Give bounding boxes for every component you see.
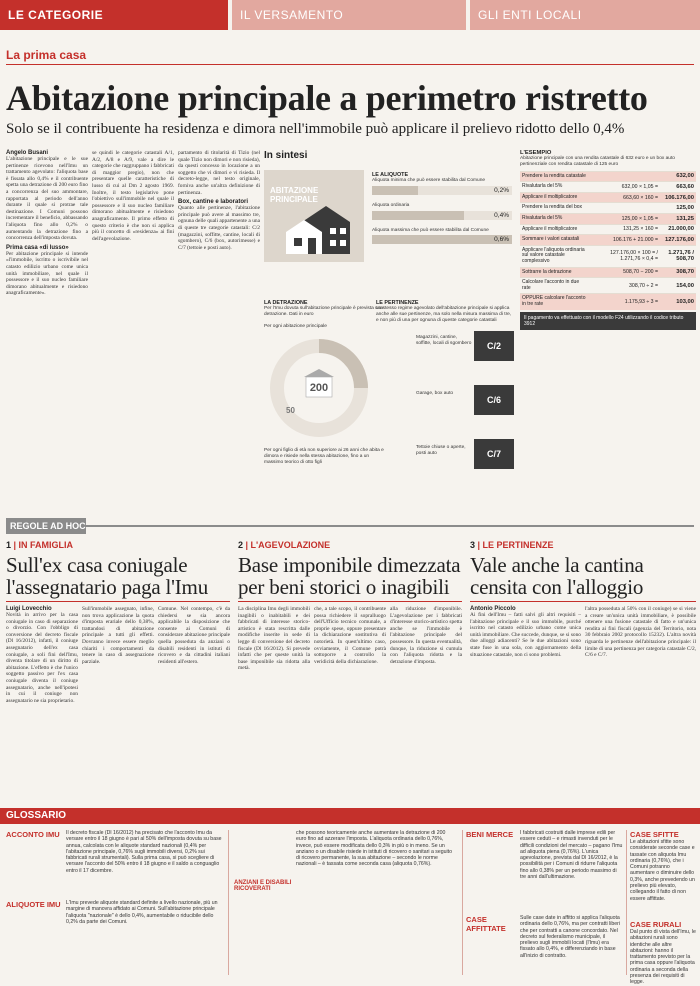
example-row-label: Applicare il moltiplicatore	[522, 193, 578, 200]
article-text: Quanto alle pertinenze, l'abitazione principale può avere al massimo tre, ognuna delle quali appartenente a una di queste tre categorie catastali: C/2 (magazzini, soffitte, cantine, locali di sgombero), C/6 (box, autorimesse) e C/7 (tettoie e posti auto).	[178, 205, 260, 251]
divider	[462, 830, 463, 975]
aliquota-value: 0,2%	[494, 186, 509, 194]
example-row	[520, 224, 696, 235]
example-row-result: 106.176,00	[664, 194, 694, 201]
aliquota-bar	[372, 211, 512, 220]
example-row-calc: 308,70 ÷ 2 =	[629, 282, 658, 289]
article-subheading: Box, cantine e laboratori	[178, 199, 249, 206]
category-label: Garage, box auto	[416, 391, 454, 397]
example-row-label: Sommare i valori catastali	[522, 236, 580, 243]
example-row-label: Calcolare l'acconto in due rate	[522, 279, 580, 291]
tab-enti-locali[interactable]: GLI ENTI LOCALI	[470, 0, 700, 30]
box-byline: Antonio Piccolo	[470, 606, 516, 612]
section-banner: REGOLE AD HOC	[6, 518, 86, 534]
pertinenze-categories	[376, 329, 514, 499]
example-row-label: Prendere la rendita del box	[522, 204, 583, 211]
glossary-definition: Il decreto fiscale (Dl 16/2012) ha precisato che l'acconto Imu da versare entro il 18 giugno è pari al 50% dell'imposta dovuta su base annua, calcolata con le aliquote standard nazionali (0,4% per l'abitazione principale, 0,76% sugli immobili diversi, 0,2% sui fabbricati rurali strumentali). Sulla prima casa, si può scegliere di versare l'acconto del 50% entro il 18 giugno e il saldo a conguaglio entro il 17 dicembre.	[66, 830, 222, 874]
example-table	[520, 150, 696, 330]
summary-infographic	[264, 150, 514, 520]
article-subheading: Prima casa «di lusso»	[6, 244, 69, 251]
example-row-calc: 125,00 × 1,05 =	[621, 215, 658, 222]
glossary-term: CASE AFFITTATE	[466, 915, 506, 933]
example-subtitle: Abitazione principale con una rendita catastale di 632 euro e un box auto pertinenziale con rendita catastale di 125 euro	[520, 156, 675, 167]
box-text: l'altra posseduta al 50% con il coniuge) se si viene a creare un'unica unità immobiliare, è possibile ottenere una fusione catastale di fatto e un'unica rendita ai fini fiscali (agenzia del Territorio, nota 30 febbraio 2002 protocollo 15232). L'altra novità riguarda le pertinenze dell'abitazione principale: il limite di una pertinenza per categoria catastale C/2, C/6 e C/7.	[585, 606, 696, 659]
box-text: Ai fini dell'Imu – fatti salvi gli altri requisiti – l'abitazione principale e il suo immobile, purché iscritto nel catasto edilizio urbano come unica unità immobiliare. Che succede, dunque, se si sono due alloggi adiacenti? Se le due abitazioni sono state fuse in una sola, con aggiornamento della situazione catastale, non ci sono problemi.	[470, 612, 581, 658]
aliquota-fill	[372, 186, 418, 195]
example-row	[520, 171, 696, 182]
example-row	[520, 245, 696, 267]
aliquota-row	[372, 178, 512, 195]
example-row-calc: 131,25 × 160 =	[623, 226, 658, 233]
glossary-term: BENI MERCE	[466, 830, 514, 839]
divider	[86, 525, 694, 527]
glossary-term: CASE RURALI Dal punto di vista dell'Imu, le abitazioni rurali sono identiche alle altre abitazioni: hanno il trattamento previsto per la prima casa oppure l'aliquota ordinaria a seconda della presenza dei requisiti di legge.	[630, 920, 696, 986]
pertinenze-section	[376, 300, 514, 499]
glossary-term: ACCONTO IMU	[6, 830, 60, 839]
divider	[6, 64, 694, 65]
example-title: L'ESEMPIO	[520, 150, 552, 156]
aliquota-bar	[372, 186, 512, 195]
house-illustration	[264, 170, 364, 262]
article-text: se quindi le categorie catastali A/1, A/2, A/8 e A/9, vale a dire le categorie che raggruppano i fabbricati di maggior pregio), non che presentare quelle caratteristiche di lusso di cui al Dm 2 agosto 1969. Inoltre, il testo legislativo pone l'obiettivo sull'immobile nel quale il possessore e il suo nucleo familiare dimorano abitualmente e risiedono anagraficamente. Il primo effetto di questo criterio è che non si applica più il concetto di «residenza» ai fini dell'agevolazione.	[92, 150, 175, 242]
example-footnote: Il pagamento va effettuato con il modello F24 utilizzando il codice tributo 3912	[520, 312, 696, 330]
house-label: ABITAZIONE PRINCIPALE	[270, 186, 319, 204]
box-in-famiglia	[6, 540, 230, 704]
article-text: partamento di titolarità di Tizio (nel quale Tizio non dimori e non risieda), da questi concesso in locazione a un soggetto che vi dimori e vi risieda. Il decreto-legge, nel testo originale, forniva anche un'altra definizione di pertinenza.	[178, 150, 260, 196]
article-column-2	[92, 150, 174, 242]
box-byline: Luigi Lovecchio	[6, 606, 52, 612]
detrazione-note: Per ogni figlio di età non superiore ai 26 anni che abita e dimora e risiede nella stessa abitazione, fino a un massimo teorico di otto figli	[264, 448, 384, 465]
example-row-result: 154,00	[676, 282, 694, 289]
pertinenze-text: Lo stesso regime agevolato dell'abitazione principale si applica anche alle sue pertinenze, ma solo nella misura massima di tre, e non più di una per ognuna di queste categorie catastali	[376, 306, 512, 323]
glossary-definition: che possono teoricamente anche aumentare la detrazione di 200 euro fino ad azzerare l'imposta. L'aliquota ordinaria dello 0,76%, invece, può essere modificata dello 0,3% in più o in meno. Se un anziano o un disabile risiede in istituti di ricovero o sanitari a seguito di ricovero permanente, la sua abitazione – secondo le norme nazionali – è tassata come seconda casa (aliquota 0,76%).	[296, 830, 452, 868]
box-kicker: 3 | LE PERTINENZE	[470, 540, 554, 550]
example-row-calc: 508,70 − 200 =	[623, 269, 658, 276]
example-row	[520, 293, 696, 309]
example-row-result: 663,60	[676, 183, 694, 190]
aliquota-fill	[372, 211, 464, 220]
example-row-result: 103,00	[676, 298, 694, 305]
category-c7: C/7	[474, 439, 514, 469]
box-text: La disciplina Imu degli immobili inagibili o inabitabili e dei fabbricati di interesse storico-artistico è stata rescritta dalle modifiche inserite in sede di legge di conversione del decreto fiscale (Dl 16/2012). Si prevede infatti che per queste unità la base imponibile sia ridotta alla metà.	[238, 606, 310, 672]
tab-categorie[interactable]: LE CATEGORIE	[0, 0, 228, 30]
aliquote-title: LE ALIQUOTE	[372, 172, 409, 178]
detrazione-extra: 50	[286, 406, 295, 416]
divider	[228, 830, 229, 975]
aliquota-bar	[372, 235, 512, 244]
detrazione-sub: Per ogni abitazione principale	[264, 323, 327, 329]
category-c6: C/6	[474, 385, 514, 415]
section-tabs	[0, 0, 700, 30]
example-row	[520, 202, 696, 213]
divider	[6, 601, 230, 602]
example-row-result: 21.000,00	[668, 226, 694, 233]
box-text: che, a tale scopo, il contribuente possa richiedere il sopralluogo dell'Ufficio tecnico comunale, a proprie spese, oppure presentare la dichiarazione sostitutiva di notorietà. In quest'ultimo caso, ovviamente, il Comune potrà sottoporre a controllo la veridicità della dichiarazione.	[314, 606, 386, 665]
aliquota-row	[372, 228, 512, 245]
box-pertinenze	[470, 540, 696, 659]
example-row-result: 308,70	[676, 269, 694, 276]
box-text: Novità in arrivo per la casa coniugale in caso di separazione o divorzio. Con l'obbligo di conversione del decreto fiscale (Dl 16/2012), infatti, il coniuge assegnatario dell'ex casa coniugale, a soli fini dell'Imu, diventa titolare di un diritto di abitazione. L'effetto è che l'unico soggetto passivo per l'ex casa coniugale diventa il coniuge assegnatario, anche nell'ipotesi in cui il coniuge non assegnatario ne sia proprietario.	[6, 612, 78, 704]
example-rows	[520, 171, 696, 310]
box-headline: Sull'ex casa coniugale l'assegnatario paga l'Imu	[6, 553, 208, 599]
example-row-label: OPPURE calcolare l'acconto in tre rate	[522, 295, 586, 307]
example-row-calc: 663,60 × 160 =	[623, 194, 658, 201]
example-row-label: Rivalutarla del 5%	[522, 183, 563, 190]
box-text: Comune. Nel contempo, c'è da chiedersi se sia ancora applicabile la disposizione che consente ai Comuni di considerare abitazione principale quella posseduta da anziani o disabili residenti in istituti di ricovero e da cittadini italiani residenti all'estero.	[158, 606, 230, 665]
aliquota-fill	[372, 235, 512, 244]
box-agevolazione	[238, 540, 462, 672]
example-row-label: Sottrarre la detrazione	[522, 268, 572, 275]
house-icon	[264, 170, 364, 262]
article-text: L'abitazione principale e le sue pertinenze ricevono nell'Imu un trattamento agevolato: l'aliquota base è fissata allo 0,4% e il contribuente spetta una detrazione di 200 euro fino a concorrenza del suo ammontare, rapportata al periodo dell'anno durante il quale si protrae tale destinazione. I Comuni possono incrementare il beneficio, abbassando l'aliquota fino allo 0,2% o aumentando la detrazione fino a concorrenza dell'imposta dovuta.	[6, 156, 88, 242]
divider	[238, 601, 462, 602]
detrazione-donut	[264, 333, 374, 443]
example-row-result: 127.176,00	[664, 236, 694, 243]
example-row-calc: 1.175,93 ÷ 3 =	[624, 298, 658, 305]
example-row-result: 125,00	[676, 205, 694, 212]
example-row	[520, 181, 696, 192]
article-byline: Angelo Busani	[6, 150, 49, 156]
tab-versamento[interactable]: IL VERSAMENTO	[232, 0, 466, 30]
category-c2: C/2	[474, 331, 514, 361]
glossary-banner: GLOSSARIO	[0, 808, 700, 824]
example-row	[520, 192, 696, 203]
example-row-result: 632,00	[676, 173, 694, 180]
example-row-label: Prendere la rendita catastale	[522, 172, 586, 179]
glossary-term: ANZIANI E DISABILI RICOVERATI	[234, 880, 292, 892]
section-kicker: La prima casa	[6, 48, 87, 62]
glossary-definition: I fabbricati costruiti dalle imprese edili per essere ceduti – e rimasti invenduti per le difficili condizioni del mercato – pagano l'Imu ad aliquota piena (0,76%). L'unica agevolazione, prevista dal Dl 16/2012, è la possibilità per i Comuni di ridurre l'aliquota fino allo 0,38% per un periodo massimo di tre anni dall'ultimazione.	[520, 830, 623, 881]
example-row	[520, 213, 696, 224]
glossary-term: CASE SFITTE Le abitazioni sfitte sono considerate seconde case e tassate con aliquota Imu ordinaria (0,76%), che i Comuni potranno aumentare o diminuire dello 0,3%, anche prevedendo un prelievo più elevato, collegando il fatto di non essere affittate.	[630, 830, 695, 902]
divider	[470, 601, 696, 602]
example-row-calc: 127.176,00 × 100 = / 1.271,76 × 0,4 =	[610, 250, 658, 263]
box-text: Sull'immobile assegnato, infine, non trova applicazione la quota d'imposta erariale dello 0,38%, trattandosi di abitazione principale a tutti gli effetti. Dovranno invece essere meglio chiariti i comportamenti da tenere in caso di assegnazione parziale.	[82, 606, 154, 665]
detrazione-section	[264, 300, 384, 466]
example-row-calc: 632,00 × 1,05 =	[621, 183, 658, 190]
example-row	[520, 267, 696, 278]
aliquota-value: 0,4%	[494, 211, 509, 219]
aliquote-section	[372, 172, 512, 252]
aliquota-row	[372, 203, 512, 220]
example-row-label: Rivalutarla del 5%	[522, 214, 563, 221]
example-row-result: 1.271,76 / 508,70	[668, 250, 694, 263]
aliquota-label: Aliquota massima che può essere stabilita dal Comune	[372, 227, 489, 233]
glossary-definition: L'Imu prevede aliquote standard definite a livello nazionale, più un margine di manovra affidato ai Comuni. Sull'abitazione principale l'aliquota "nazionale" è dello 0,4%, aumentabile o riducibile dello 0,2% da parte dei Comuni.	[66, 900, 218, 925]
category-label: Magazzini, cantine, soffitte, locali di sgombero	[416, 335, 472, 347]
example-row-calc: 106.176 + 21.000 =	[612, 236, 658, 243]
article-text: Per abitazione principale si intende «l'immobile, iscritto o iscrivibile nel catasto edilizio urbano come unica unità immobiliare, nel quale il possessore e il suo nucleo familiare dimorano abitualmente e risiedono anagraficamente».	[6, 250, 88, 297]
example-row-label: Applicare il moltiplicatore	[522, 225, 578, 232]
example-row-label: Applicare l'aliquota ordinaria sul valore catastale complessivo	[522, 246, 585, 264]
page-title: Abitazione principale a perimetro ristretto	[6, 78, 648, 118]
subheadline: Solo se il contribuente ha residenza e dimora nell'immobile può applicare il prelievo ridotto dello 0,4%	[6, 121, 625, 137]
article-column-3	[178, 150, 260, 251]
aliquota-value: 0,6%	[494, 236, 509, 244]
category-label: Tettoie chiuse o aperte, posti auto	[416, 445, 466, 457]
example-row	[520, 234, 696, 245]
box-text: alla riduzione d'imponibile. L'agevolazione per i fabbricati d'interesse storico-artistico spetta anche se l'immobile è l'abitazione principale del possessore. In questa eventualità, dunque, la riduzione si cumula con l'aliquota ridotta e la detrazione d'imposta.	[390, 606, 462, 665]
summary-title: In sintesi	[264, 150, 308, 161]
box-headline: Vale anche la cantina censita con l'alloggio	[470, 553, 644, 599]
glossary-term: ALIQUOTE IMU	[6, 900, 61, 909]
detrazione-title: LA DETRAZIONE	[264, 300, 308, 306]
detrazione-text: Per l'Imu dovuta sull'abitazione principale è prevista una detrazione. Dati in euro	[264, 306, 384, 317]
example-row-result: 131,25	[676, 215, 694, 222]
box-kicker: 2 | L'AGEVOLAZIONE	[238, 540, 331, 550]
detrazione-value: 200	[309, 382, 329, 395]
box-kicker: 1 | IN FAMIGLIA	[6, 540, 74, 550]
aliquota-label: Aliquota minima che può essere stabilita dal Comune	[372, 178, 486, 183]
box-headline: Base imponibile dimezzata per beni storici o inagibili	[238, 553, 461, 599]
divider	[626, 830, 627, 975]
pertinenze-title: LE PERTINENZE	[376, 300, 419, 306]
article-column-1	[6, 150, 88, 297]
aliquota-label: Aliquota ordinaria	[372, 202, 410, 208]
glossary-definition: Sulle case date in affitto si applica l'aliquota ordinaria dello 0,76%, ma per contratti liberi che per contratti a canone concordato. Nel decreto sul federalismo municipale, il prelievo sugli immobili locati (l'Imu) era fissato allo 0,4%, e differenziando in base all'inizio di contratto.	[520, 915, 621, 959]
example-row	[520, 277, 696, 293]
